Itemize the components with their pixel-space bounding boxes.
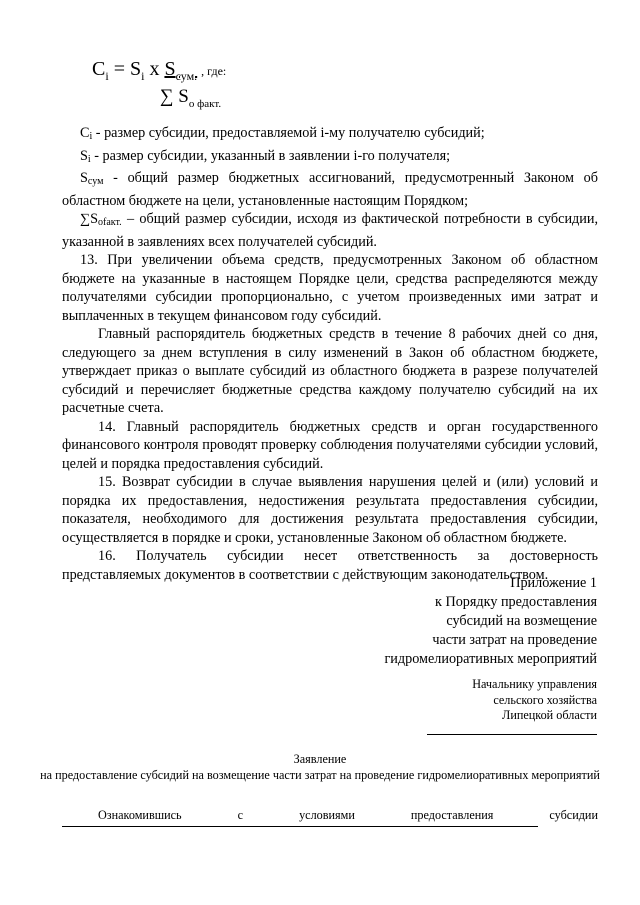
formula-ssum-letter: S xyxy=(164,58,176,80)
intro-word-3: условиями xyxy=(299,808,355,822)
formula-times: x xyxy=(144,58,165,80)
appendix-line-2: к Порядку предоставления xyxy=(435,594,597,610)
def-ssum-letter: S xyxy=(80,170,88,186)
formula-sfact-sub: о факт. xyxy=(188,97,222,110)
intro-fill-line xyxy=(62,826,538,827)
addressee-line-3: Липецкой области xyxy=(502,708,597,722)
intro-word-2: с xyxy=(237,808,244,822)
addressee-line-1: Начальнику управления xyxy=(472,677,597,691)
definition-sfact xyxy=(62,210,598,251)
formula-ssum-sub: сум. xyxy=(175,69,198,83)
def-ci-letter: C xyxy=(80,125,90,141)
definition-ssum xyxy=(62,169,598,210)
appendix-line-1: Приложение 1 xyxy=(510,575,597,591)
formula-sigma-s: ∑ S xyxy=(160,86,189,107)
paragraph-15: 15. Возврат субсидии в случае выявления нарушения целей и (или) условий и порядка их предоставления, недостижения результата предоставления субсидии, показателя, необходимого для достижения результата предоставления субсидии, осуществляется в порядке и сроки, установленные Законом об областном бюджете. xyxy=(62,474,598,546)
paragraph-13-cont: Главный распорядитель бюджетных средств в течение 8 рабочих дней со дня, следующего за днем вступления в силу изменений в Закон об областном бюджете, утверждает приказ о выплате субсидий из областного бюджета в разрезе получателей субсидий и перечисляет бюджетные средства каждому получателю субсидий на их расчетные счета. xyxy=(62,326,598,416)
formula-ssum xyxy=(164,58,198,83)
definition-si xyxy=(62,147,598,170)
application-heading xyxy=(40,752,600,783)
application-title: Заявление xyxy=(293,752,347,766)
subsidy-formula xyxy=(92,58,226,114)
def-ssum-sub: сум xyxy=(87,176,104,187)
def-ci-sub: i xyxy=(89,131,93,142)
formula-numerator-line xyxy=(92,58,226,87)
def-si-letter: S xyxy=(80,147,88,164)
formula-ci-sub: i xyxy=(105,69,109,83)
def-si-text: - размер субсидии, указанный в заявлении i-го получателя; xyxy=(90,147,451,164)
def-sfact-text: – общий размер субсидии, исходя из фактической потребности в субсидии, указанной в заявлениях всех получателей субсидий. xyxy=(62,211,598,250)
appendix-line-4: части затрат на проведение xyxy=(432,632,597,648)
formula-si-sub: i xyxy=(141,69,145,83)
appendix-line-3: субсидий на возмещение xyxy=(446,613,597,629)
addressee-line-2: сельского хозяйства xyxy=(493,692,597,707)
def-ssum-text: - общий размер бюджетных ассигнований, предусмотренный Законом об областном бюджете на цели, установленные настоящим Порядком; xyxy=(62,170,598,209)
def-si-sub: i xyxy=(87,153,91,165)
application-intro xyxy=(62,807,598,823)
paragraph-13: 13. При увеличении объема средств, предусмотренных Законом об областном бюджете на указанные в настоящем Порядке цели, средства распределяются между получателями субсидии пропорционально, с учетом произведенных ими затрат и выплаченных в текущем финансовом году субсидий. xyxy=(62,252,598,324)
formula-si: = S xyxy=(108,58,142,80)
def-sfact-letter: ∑S xyxy=(80,211,99,227)
paragraph-14: 14. Главный распорядитель бюджетных средств и орган государственного финансового контроля проводят проверку соблюдения получателями субсидии условий, целей и порядка предоставления субсидий. xyxy=(62,418,598,472)
definition-ci xyxy=(62,124,598,147)
addressee-block xyxy=(472,677,597,724)
formula-denominator xyxy=(160,87,226,114)
appendix-line-5: гидромелиоративных мероприятий xyxy=(384,651,597,667)
def-sfact-sub: ofакт. xyxy=(98,217,122,228)
intro-word-4: предоставления xyxy=(410,808,494,822)
intro-word-5: субсидии xyxy=(549,808,598,822)
formula-gde: , где: xyxy=(201,64,227,78)
document-body xyxy=(62,124,598,584)
def-ci-text: - размер субсидии, предоставляемой i-му получателю субсидий; xyxy=(92,125,485,141)
intro-word-1: Ознакомившись xyxy=(98,808,182,822)
formula-ci: C xyxy=(92,58,106,80)
application-subtitle: на предоставление субсидий на возмещение части затрат на проведение гидромелиоративных мероприятий xyxy=(40,767,600,782)
addressee-blank-line xyxy=(427,734,597,735)
appendix-header xyxy=(384,574,597,669)
paragraph-16: 16. Получатель субсидии несет ответственность за достоверность представляемых документов в соответствии с действующим законодательством. xyxy=(62,548,598,583)
